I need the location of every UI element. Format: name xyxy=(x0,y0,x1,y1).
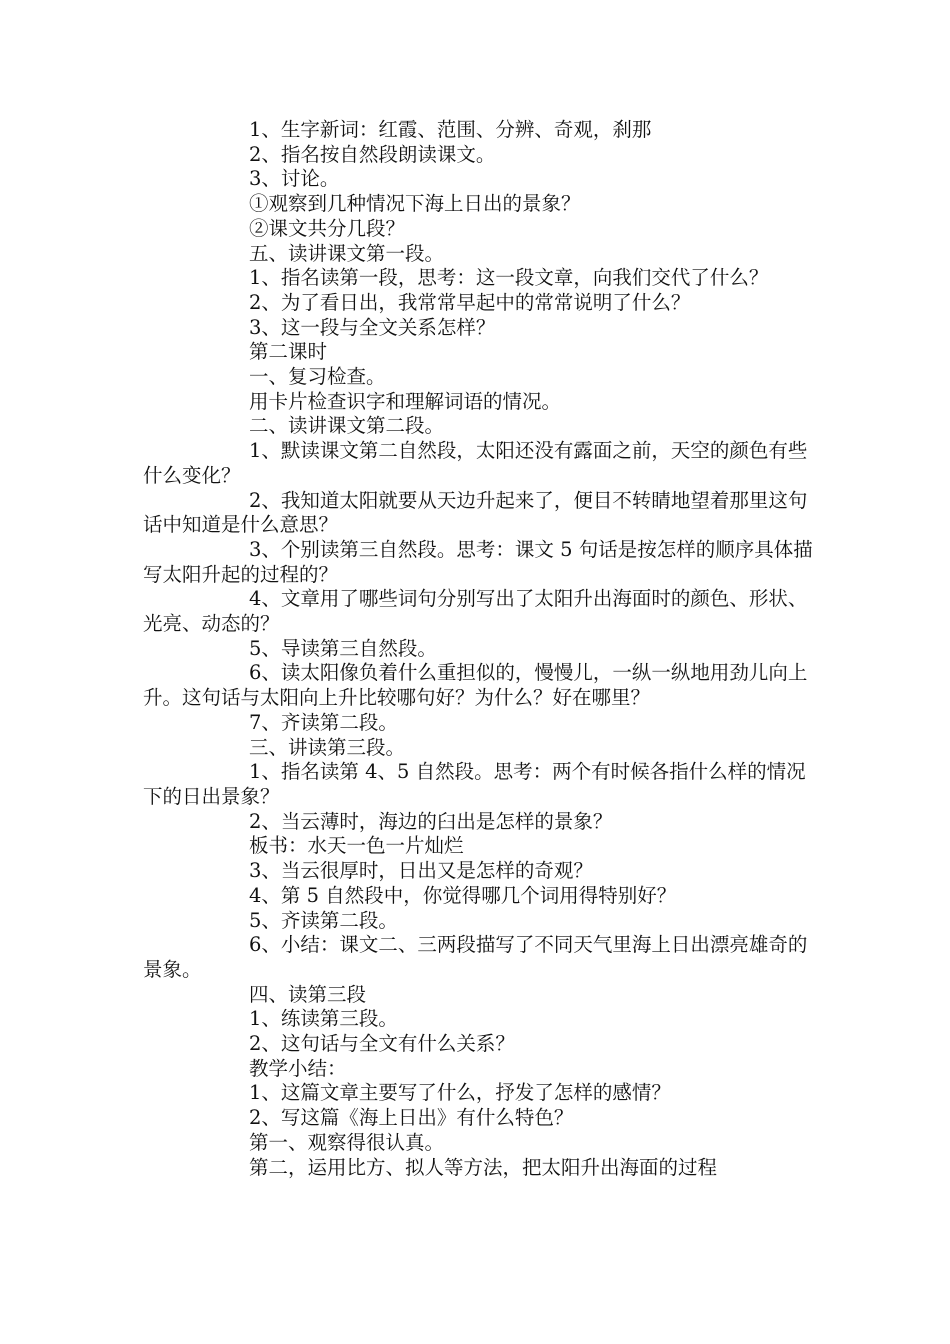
text-paragraph: ②课文共分几段？ xyxy=(249,216,406,240)
text-paragraph: 1、默读课文第二自然段，太阳还没有露面之前，天空的颜色有些什么变化？ xyxy=(143,439,808,487)
text-paragraph: 三、讲读第三段。 xyxy=(249,735,406,759)
text-paragraph: ①观察到几种情况下海上日出的景象？ xyxy=(249,192,581,216)
text-paragraph: 4、文章用了哪些词句分别写出了太阳升出海面时的颜色、形状、光亮、动态的？ xyxy=(143,587,808,636)
text-paragraph: 1、指名读第一段，思考：这一段文章，向我们交代了什么？ xyxy=(249,266,769,290)
text-paragraph: 2、我知道太阳就要从天边升起来了，便目不转睛地望着那里这句话中知道是什么意思？ xyxy=(143,488,808,537)
text-paragraph: 第一、观察得很认真。 xyxy=(249,1130,445,1154)
text-paragraph: 第二，运用比方、拟人等方法，把太阳升出海面的过程 xyxy=(249,1155,718,1179)
text-paragraph: 1、指名读第 4、5 自然段。思考：两个有时候各指什么样的情况下的日出景象？ xyxy=(143,760,806,808)
text-paragraph: 6、小结：课文二、三两段描写了不同天气里海上日出漂亮雄奇的景象。 xyxy=(143,933,808,981)
text-paragraph: 2、为了看日出，我常常早起中的常常说明了什么？ xyxy=(249,290,691,314)
text-paragraph: 5、齐读第二段。 xyxy=(249,908,398,932)
text-paragraph: 用卡片检查识字和理解词语的情况。 xyxy=(249,389,562,413)
text-paragraph: 1、练读第三段。 xyxy=(249,1007,398,1031)
text-paragraph: 1、这篇文章主要写了什么，抒发了怎样的感情？ xyxy=(249,1081,671,1105)
text-paragraph: 五、读讲课文第一段。 xyxy=(249,241,445,265)
text-paragraph: 5、导读第三自然段。 xyxy=(249,636,437,660)
lesson-plan-text xyxy=(143,118,823,1180)
text-paragraph: 4、第 5 自然段中，你觉得哪几个词用得特别好？ xyxy=(249,883,677,907)
text-paragraph: 二、读讲课文第二段。 xyxy=(249,414,445,438)
text-paragraph: 板书：水天一色一片灿烂 xyxy=(249,834,464,858)
text-paragraph: 3、个别读第三自然段。思考：课文 5 句话是按怎样的顺序具体描写太阳升起的过程的？ xyxy=(143,537,813,586)
text-paragraph: 7、齐读第二段。 xyxy=(249,710,398,734)
text-paragraph: 四、读第三段 xyxy=(249,982,367,1006)
text-paragraph: 一、复习检查。 xyxy=(249,365,386,389)
text-paragraph: 教学小结： xyxy=(249,1056,347,1080)
text-paragraph: 6、读太阳像负着什么重担似的，慢慢儿，一纵一纵地用劲儿向上升。这句话与太阳向上升比较哪句好？为什么？好在哪里？ xyxy=(143,661,808,710)
text-paragraph: 第二课时 xyxy=(249,340,328,364)
text-paragraph: 3、当云很厚时，日出又是怎样的奇观？ xyxy=(249,859,593,883)
text-paragraph: 2、这句话与全文有什么关系？ xyxy=(249,1032,515,1056)
text-paragraph: 3、讨论。 xyxy=(249,167,340,191)
text-paragraph: 3、这一段与全文关系怎样？ xyxy=(249,315,496,339)
text-paragraph: 2、写这篇《海上日出》有什么特色？ xyxy=(249,1106,574,1130)
text-paragraph: 1、生字新词：红霞、范围、分辨、奇观，刹那 xyxy=(249,118,652,141)
text-paragraph: 2、指名按自然段朗读课文。 xyxy=(249,142,496,166)
text-paragraph: 2、当云薄时，海边的臼出是怎样的景象？ xyxy=(249,809,613,833)
